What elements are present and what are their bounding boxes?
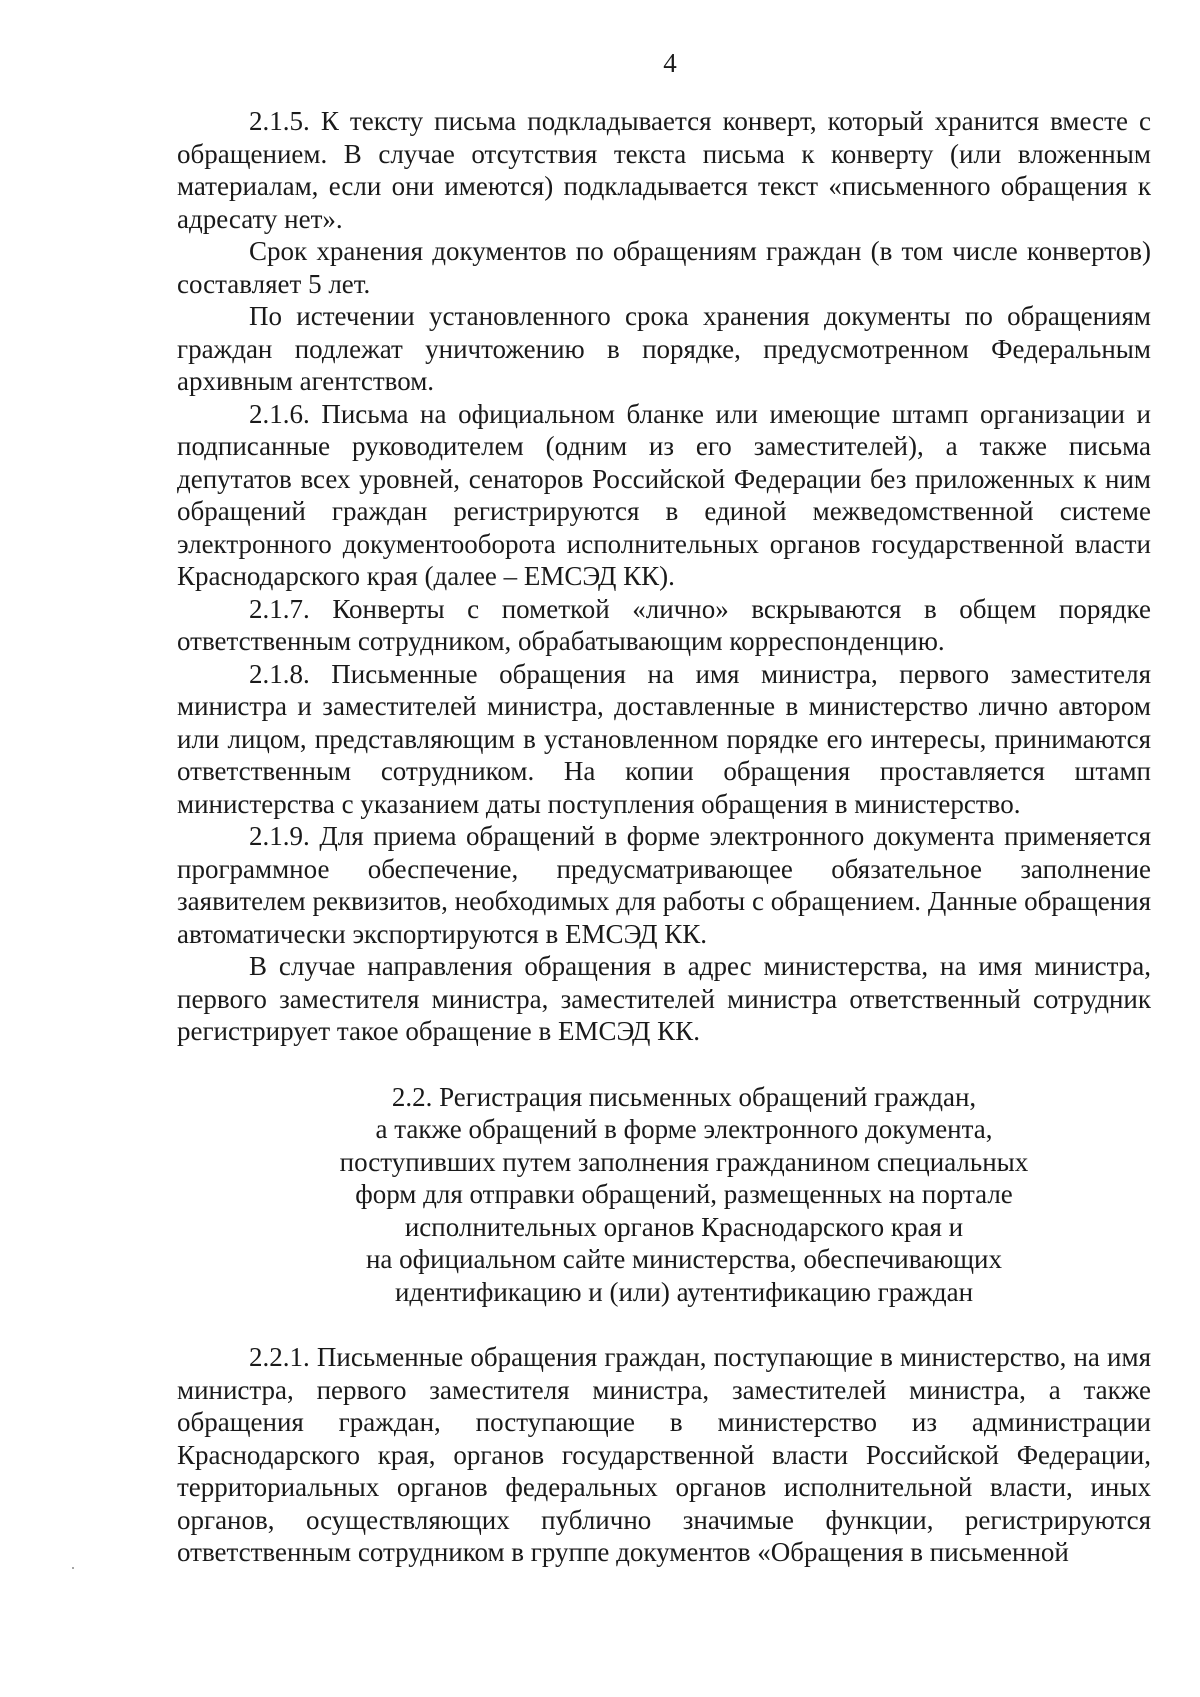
paragraph-destruction: По истечении установленного срока хранения документы по обращениям граждан подлежат уничтожению в порядке, предусмотренном Федеральным архивным агентством. (177, 301, 1151, 396)
paragraph-registration-emsed: В случае направления обращения в адрес министерства, на имя министра, первого заместителя министра, заместителей министра ответственный сотрудник регистрирует такое обращение в ЕМСЭД КК. (177, 951, 1151, 1046)
section-heading-2-2 (177, 1081, 1151, 1309)
scan-speck (72, 1567, 74, 1569)
section-heading-line: идентификацию и (или) аутентификацию граждан (394, 1276, 974, 1307)
section-heading-line: 2.2. Регистрация письменных обращений граждан, (391, 1081, 977, 1112)
paragraph-2-1-7: 2.1.7. Конверты с пометкой «лично» вскрываются в общем порядке ответственным сотрудником, обрабатывающим корреспонденцию. (177, 593, 1151, 656)
document-body (177, 105, 1151, 1569)
paragraph-2-1-9: 2.1.9. Для приема обращений в форме электронного документа применяется программное обеспечение, предусматривающее обязательное заполнение заявителем реквизитов, необходимых для работы с обращением. Данные обращения автоматически экспортируются в ЕМСЭД КК. (177, 821, 1151, 949)
section-heading-line: поступивших путем заполнения гражданином специальных (339, 1146, 1029, 1177)
paragraph-2-2-1: 2.2.1. Письменные обращения граждан, поступающие в министерство, на имя министра, первого заместителя министра, заместителей министра, а также обращения граждан, поступающие в министерство из администрации Краснодарского края, органов государственной власти Российской Федерации, территориальных органов федеральных органов исполнительной власти, иных органов, осуществляющих публично значимые функции, регистрируются ответственным сотрудником в группе документов «Обращения в письменной (177, 1342, 1151, 1567)
paragraph-2-1-8: 2.1.8. Письменные обращения на имя министра, первого заместителя министра и заместителей министра, доставленные в министерство лично автором или лицом, представляющим в установленном порядке его интересы, принимаются ответственным сотрудником. На копии обращения проставляется штамп министерства с указанием даты поступления обращения в министерство. (177, 658, 1151, 819)
section-heading-line: форм для отправки обращений, размещенных на портале (355, 1179, 1013, 1209)
paragraph-2-1-5: 2.1.5. К тексту письма подкладывается конверт, который хранится вместе с обращением. В случае отсутствия текста письма к конверту (или вложенным материалам, если они имеются) подкладывается текст «письменного обращения к адресату нет». (177, 106, 1151, 234)
section-heading-line: на официальном сайте министерства, обеспечивающих (365, 1244, 1003, 1274)
page-number: 4 (663, 48, 677, 78)
paragraph-storage-term: Срок хранения документов по обращениям граждан (в том числе конвертов) составляет 5 лет. (177, 236, 1151, 299)
section-heading-line: а также обращений в форме электронного документа, (375, 1114, 993, 1144)
section-heading-line: исполнительных органов Краснодарского края и (404, 1211, 964, 1242)
paragraph-2-1-6: 2.1.6. Письма на официальном бланке или имеющие штамп организации и подписанные руководителем (одним из его заместителей), а также письма депутатов всех уровней, сенаторов Российской Федерации без приложенных к ним обращений граждан регистрируются в единой межведомственной системе электронного документооборота исполнительных органов государственной власти Краснодарского края (далее – ЕМСЭД КК). (177, 398, 1151, 591)
